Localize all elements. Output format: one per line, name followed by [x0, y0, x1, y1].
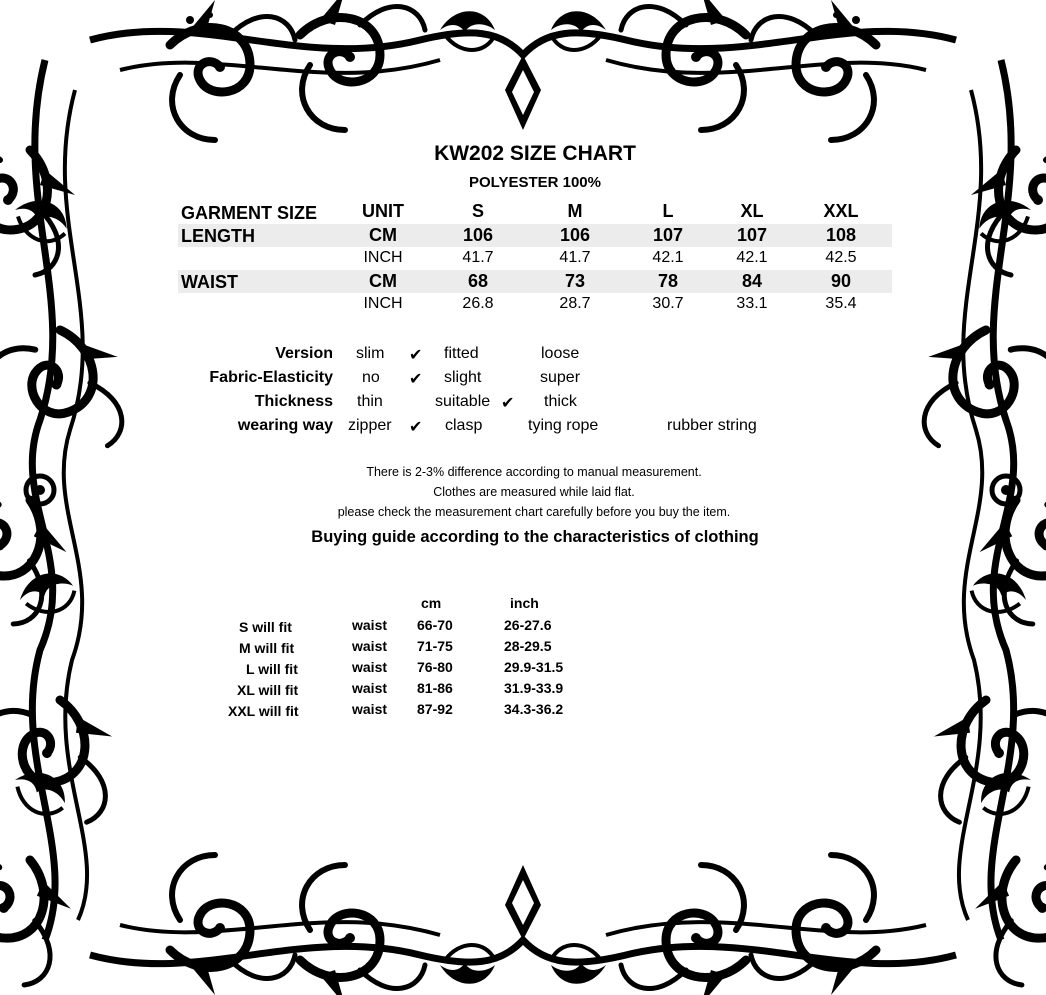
header-size-xl: XL [740, 201, 764, 221]
note-check-chart: please check the measurement chart carefully before you buy the item. [337, 505, 731, 519]
waist-inch-xl: 33.1 [736, 295, 768, 312]
checkmark-icon: ✔ [409, 347, 423, 364]
guide-inch: 28-29.5 [504, 638, 552, 654]
checkmark-icon: ✔ [501, 395, 515, 412]
waist-cm-xxl: 90 [830, 271, 852, 291]
option-rubber-string: rubber string [667, 417, 757, 434]
length-inch-xxl: 42.5 [825, 249, 857, 266]
guide-cm: 71-75 [417, 638, 453, 654]
length-inch-l: 42.1 [652, 249, 684, 266]
option-tying-rope: tying rope [528, 417, 599, 434]
waist-cm-xl: 84 [741, 271, 763, 291]
waist-cm-l: 78 [657, 271, 679, 291]
guide-inch: 34.3-36.2 [504, 701, 564, 717]
guide-header-inch: inch [510, 595, 539, 611]
waist-inch-m: 28.7 [559, 295, 591, 312]
row-label-waist: WAIST [181, 272, 238, 292]
guide-cm: 66-70 [417, 617, 453, 633]
header-size-xxl: XXL [823, 201, 859, 221]
guide-label: XL will fit [237, 682, 299, 698]
option-zipper: zipper [348, 417, 392, 434]
option-fitted: fitted [444, 345, 479, 362]
checkmark-icon: ✔ [409, 371, 423, 388]
unit-inch: INCH [363, 295, 403, 312]
guide-label: M will fit [239, 640, 295, 656]
guide-inch: 26-27.6 [504, 617, 552, 633]
guide-inch: 31.9-33.9 [504, 680, 564, 696]
unit-inch: INCH [363, 249, 403, 266]
unit-cm: CM [369, 271, 397, 291]
note-measurement-difference: There is 2-3% difference according to manual measurement. [366, 465, 702, 479]
option-super: super [540, 369, 581, 386]
guide-part: waist [352, 701, 388, 717]
length-cm-s: 106 [462, 225, 494, 245]
length-inch-s: 41.7 [462, 249, 494, 266]
buying-guide-title: Buying guide according to the characteristics of clothing [311, 528, 759, 546]
option-thin: thin [357, 393, 383, 410]
attr-label-wearing-way: wearing way [237, 417, 333, 434]
option-slight: slight [444, 369, 482, 386]
attr-label-fabric-elasticity: Fabric-Elasticity [209, 369, 333, 386]
row-band-length [178, 224, 892, 247]
option-thick: thick [544, 393, 577, 410]
header-unit: UNIT [362, 201, 404, 221]
length-cm-m: 106 [559, 225, 591, 245]
guide-label: L will fit [246, 661, 298, 677]
page-title: KW202 SIZE CHART [434, 142, 636, 165]
length-cm-l: 107 [652, 225, 684, 245]
checkmark-icon: ✔ [409, 419, 423, 436]
waist-inch-s: 26.8 [462, 295, 494, 312]
guide-inch: 29.9-31.5 [504, 659, 564, 675]
length-inch-xl: 42.1 [736, 249, 768, 266]
guide-cm: 76-80 [417, 659, 453, 675]
material-label: POLYESTER 100% [468, 174, 601, 191]
waist-cm-m: 73 [564, 271, 586, 291]
length-cm-xl: 107 [736, 225, 768, 245]
guide-label: XXL will fit [228, 703, 299, 719]
guide-cm: 81-86 [417, 680, 453, 696]
header-garment-size: GARMENT SIZE [181, 203, 318, 223]
header-size-s: S [471, 201, 484, 221]
option-suitable: suitable [435, 393, 491, 410]
note-laid-flat: Clothes are measured while laid flat. [433, 485, 635, 499]
waist-inch-l: 30.7 [652, 295, 684, 312]
header-size-l: L [662, 201, 674, 221]
option-no: no [362, 369, 380, 386]
unit-cm: CM [369, 225, 397, 245]
option-slim: slim [356, 345, 385, 362]
option-clasp: clasp [445, 417, 483, 434]
guide-cm: 87-92 [417, 701, 453, 717]
guide-part: waist [352, 659, 388, 675]
row-band-waist [178, 270, 892, 293]
header-size-m: M [567, 201, 583, 221]
attr-label-thickness: Thickness [254, 393, 333, 410]
length-cm-xxl: 108 [825, 225, 857, 245]
row-label-length: LENGTH [181, 226, 255, 246]
waist-inch-xxl: 35.4 [825, 295, 857, 312]
guide-part: waist [352, 680, 388, 696]
guide-part: waist [352, 638, 388, 654]
option-loose: loose [541, 345, 580, 362]
waist-cm-s: 68 [467, 271, 489, 291]
guide-header-cm: cm [421, 595, 442, 611]
guide-part: waist [352, 617, 388, 633]
length-inch-m: 41.7 [559, 249, 591, 266]
attr-label-version: Version [275, 345, 333, 362]
guide-label: S will fit [239, 619, 292, 635]
